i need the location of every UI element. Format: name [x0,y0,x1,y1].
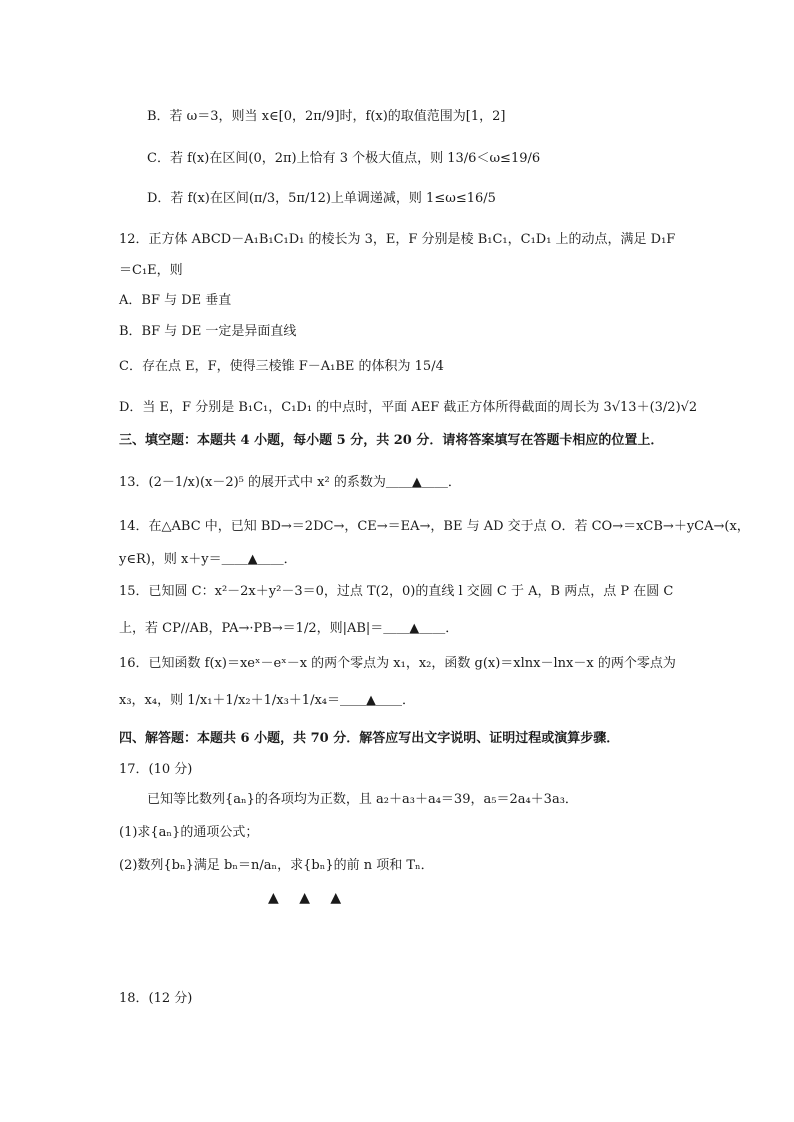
question-16-line2: x₃，x₄，则 1/x₁＋1/x₂＋1/x₃＋1/x₄＝＿＿▲＿＿． [119,693,415,708]
section-3-heading: 三、填空题：本题共 4 小题，每小题 5 分，共 20 分．请将答案填写在答题卡相应的位置上． [119,433,664,448]
question-12-stem: 12．正方体 ABCD－A₁B₁C₁D₁ 的棱长为 3，E，F 分别是棱 B₁C₁，C₁D₁ 上的动点，满足 D₁F [119,232,676,247]
question-14-line2: y∈R)，则 x＋y＝＿＿▲＿＿． [119,552,297,567]
answer-area-markers: ▲ ▲ ▲ [268,890,350,906]
question-15-line2: 上，若 CP//AB，PA→·PB→＝1/2，则|AB|＝＿＿▲＿＿． [119,621,459,636]
question-17-part-2: (2)数列{bₙ}满足 bₙ＝n/aₙ，求{bₙ}的前 n 项和 Tₙ． [119,858,434,873]
question-18-title: 18．(12 分) [119,991,193,1006]
question-11-option-b: B．若 ω＝3，则当 x∈[0，2π/9]时，f(x)的取值范围为[1，2] [147,109,506,124]
question-12-option-c: C．存在点 E，F，使得三棱锥 F－A₁BE 的体积为 15/4 [119,359,444,374]
section-4-heading: 四、解答题：本题共 6 小题，共 70 分．解答应写出文字说明、证明过程或演算步骤． [119,731,620,746]
question-12-option-a: A．BF 与 DE 垂直 [119,293,232,308]
question-11-option-c: C．若 f(x)在区间(0，2π)上恰有 3 个极大值点，则 13/6＜ω≤19/6 [147,151,541,166]
question-12-option-b: B．BF 与 DE 一定是异面直线 [119,324,297,339]
question-17-part-1: (1)求{aₙ}的通项公式； [119,825,259,840]
question-11-option-d: D．若 f(x)在区间(π/3，5π/12)上单调递减，则 1≤ω≤16/5 [147,191,496,206]
question-17-stem: 已知等比数列{aₙ}的各项均为正数，且 a₂＋a₃＋a₄＝39，a₅＝2a₄＋3a₃． [147,792,578,807]
question-16-line1: 16．已知函数 f(x)＝xeˣ－eˣ－x 的两个零点为 x₁，x₂，函数 g(x)＝xlnx－lnx－x 的两个零点为 [119,656,676,671]
question-12-option-d: D．当 E，F 分别是 B₁C₁，C₁D₁ 的中点时，平面 AEF 截正方体所得截面的周长为 3√13＋(3/2)√2 [119,400,698,415]
question-17-title: 17．(10 分) [119,762,193,777]
question-14-line1: 14．在△ABC 中，已知 BD→＝2DC→，CE→＝EA→，BE 与 AD 交于点 O．若 CO→＝xCB→＋yCA→(x， [119,519,750,534]
question-12-stem-cont: ＝C₁E，则 [119,263,183,278]
question-13: 13．(2－1/x)(x－2)⁵ 的展开式中 x² 的系数为＿＿▲＿＿． [119,475,461,490]
question-15-line1: 15．已知圆 C：x²－2x＋y²－3＝0，过点 T(2，0)的直线 l 交圆 C 于 A，B 两点，点 P 在圆 C [119,584,674,599]
